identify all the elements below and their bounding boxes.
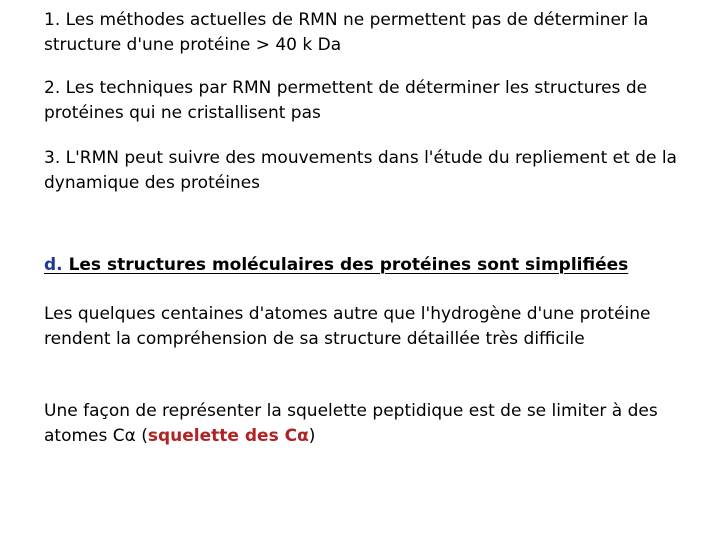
- section-d-title: Les structures moléculaires des protéines sont simplifiées: [68, 255, 629, 275]
- point-2-text: 2. Les techniques par RMN permettent de déterminer les structures de protéines qui ne cristallisent pas: [44, 78, 648, 123]
- section-d-number: d.: [44, 255, 63, 275]
- section-d-body: Les quelques centaines d'atomes autre que l'hydrogène d'une protéine rendent la compréhension de sa structure détaillée très difficile: [44, 304, 651, 349]
- point-3-text: 3. L'RMN peut suivre des mouvements dans l'étude du repliement et de la dynamique des protéines: [44, 148, 677, 193]
- body-2-prefix: Une façon de représenter la squelette peptidique est de se limiter à des atomes Cα (: [44, 401, 658, 446]
- point-1-text: 1. Les méthodes actuelles de RMN ne permettent pas de déterminer la structure d'une protéine > 40 k Da: [44, 10, 649, 55]
- calpha-backbone-highlight: squelette des Cα: [147, 426, 309, 446]
- body-2-suffix: ): [308, 426, 316, 446]
- section-d-heading: [44, 253, 628, 278]
- section-d-body-2: [44, 399, 694, 449]
